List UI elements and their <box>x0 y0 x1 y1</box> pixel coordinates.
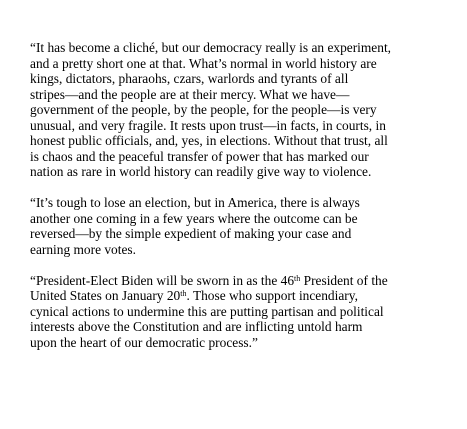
paragraph-losing-election <box>30 195 438 257</box>
text-line <box>30 273 438 289</box>
ordinal-superscript: th <box>294 273 301 283</box>
text-line: government of the people, by the people, for the people—is very <box>30 102 377 117</box>
text-run: President of the <box>300 272 388 288</box>
ordinal-superscript: th <box>180 289 187 298</box>
text-line: another one coming in a few years where the outcome can be <box>30 210 358 226</box>
text-line: unusual, and very fragile. It rests upon trust—in facts, in courts, in <box>30 117 386 133</box>
text-line: honest public officials, and, yes, in elections. Without that trust, all <box>30 133 388 148</box>
paragraph-democracy-experiment <box>30 40 438 180</box>
text-line: “It has become a cliché, but our democracy really is an experiment, <box>30 40 392 55</box>
text-line: cynical actions to undermine this are putting partisan and political <box>30 303 384 319</box>
text-line: earning more votes. <box>30 241 136 257</box>
quote-text-block <box>30 40 438 366</box>
text-run: . Those who support incendiary, <box>186 288 358 303</box>
text-line: “It’s tough to lose an election, but in America, there is always <box>30 195 360 210</box>
text-line: stripes—and the people are at their mercy. What we have— <box>30 86 350 102</box>
text-line: nation as rare in world history can readily give way to violence. <box>30 164 372 179</box>
text-line: kings, dictators, pharaohs, czars, warlords and tyrants of all <box>30 71 349 86</box>
text-line: interests above the Constitution and are inflicting untold harm <box>30 319 363 334</box>
text-line: upon the heart of our democratic process.” <box>30 334 258 350</box>
paragraph-inauguration <box>30 273 438 351</box>
text-line: reversed—by the simple expedient of making your case and <box>30 226 352 241</box>
text-line: is chaos and the peaceful transfer of power that has marked our <box>30 148 369 164</box>
text-line: and a pretty short one at that. What’s normal in world history are <box>30 55 377 71</box>
text-line <box>30 288 438 304</box>
text-run: United States on January 20 <box>30 288 181 303</box>
text-run: “President-Elect Biden will be sworn in as the 46 <box>30 272 295 288</box>
